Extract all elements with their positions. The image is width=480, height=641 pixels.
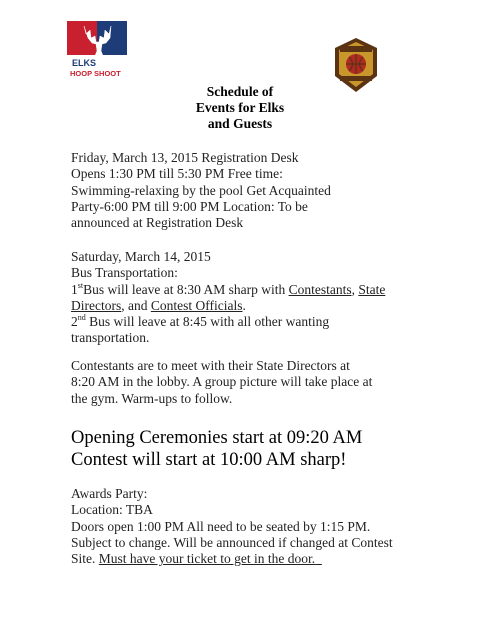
awards-party [71, 486, 416, 567]
hoop-shoot-logo-text: HOOP SHOOT [70, 69, 121, 78]
heading-line-1: Schedule of [206, 84, 274, 99]
bus-transportation-label: Bus Transportation: [71, 265, 178, 281]
bus-1-line-cont: Directors, and Contest Officials. [71, 297, 246, 313]
saturday-schedule [71, 249, 416, 347]
schedule-heading [140, 84, 340, 132]
awards-title: Awards Party: [71, 486, 148, 501]
heading-line-2: Events for Elks [195, 100, 285, 115]
ceremonies-announcement [71, 428, 362, 471]
elks-hoop-shoot-logo [66, 20, 128, 80]
contest-start-line: Contest will start at 10:00 AM sharp! [71, 449, 347, 470]
friday-line: Opens 1:30 PM till 5:30 PM Free time: [71, 166, 283, 182]
elks-logo-text: ELKS [72, 58, 97, 68]
friday-line: Swimming-relaxing by the pool Get Acquainted [71, 182, 331, 198]
contestants-note [71, 358, 416, 407]
opening-ceremonies-line: Opening Ceremonies start at 09:20 AM [71, 428, 363, 448]
note-line: Contestants are to meet with their State Directors at [71, 358, 350, 373]
bus-2-line-cont: transportation. [71, 330, 150, 346]
contest-officials-text: Contest Officials [150, 297, 243, 313]
saturday-date: Saturday, March 14, 2015 [71, 249, 211, 264]
directors-text: Directors [71, 297, 122, 313]
awards-change-note: Subject to change. Will be announced if changed at Contest [71, 534, 393, 550]
friday-line: announced at Registration Desk [71, 215, 244, 231]
awards-ticket-line: Site. Must have your ticket to get in the door. [71, 551, 316, 567]
heading-line-3: and Guests [207, 116, 273, 131]
awards-doors: Doors open 1:00 PM All need to be seated by 1:15 PM. [71, 518, 371, 534]
bus-2-line: 2nd Bus will leave at 8:45 with all other wanting [71, 313, 330, 330]
awards-location: Location: TBA [71, 502, 153, 518]
ticket-requirement: Must have your ticket to get in the door. [98, 551, 316, 567]
friday-line: Friday, March 13, 2015 Registration Desk [71, 150, 299, 165]
state-text: State [358, 281, 386, 297]
friday-schedule [71, 150, 416, 231]
note-line: 8:20 AM in the lobby. A group picture will take place at [71, 374, 373, 390]
note-line: the gym. Warm-ups to follow. [71, 390, 233, 406]
bus-1-line: 1stBus will leave at 8:30 AM sharp with Contestants, State [71, 280, 386, 297]
contestants-text: Contestants [288, 281, 352, 297]
friday-line: Party-6:00 PM till 9:00 PM Location: To be [71, 198, 308, 214]
